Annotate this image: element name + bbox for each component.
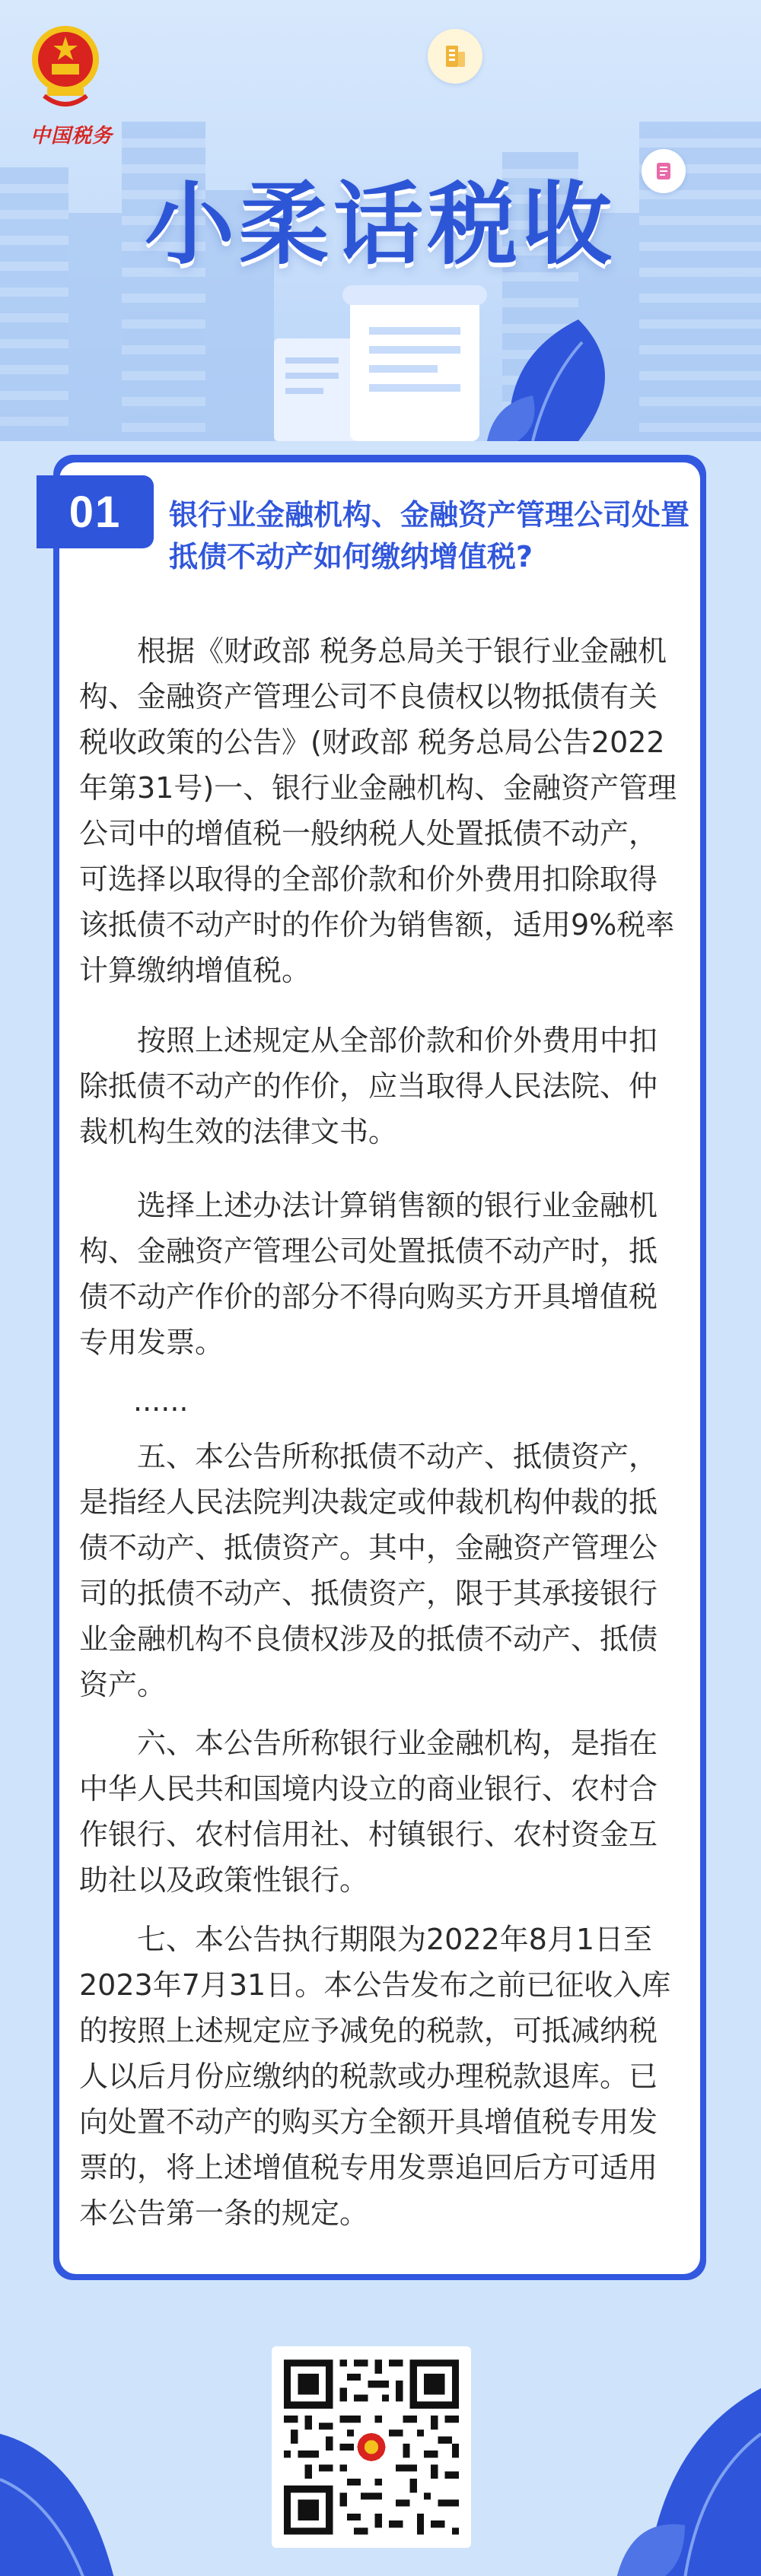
paragraph: 按照上述规定从全部价款和价外费用中扣除抵债不动产的作价，应当取得人民法院、仲裁机构生效的法律文书。 xyxy=(79,1024,658,1148)
paragraph: 七、本公告执行期限为2022年8月1日至2023年7月31日。本公告发布之前已征收入库的按照上述规定应予减免的税款，可抵减纳税人以后月份应缴纳的税款或办理税款退库。已向处置不动产的购买方全额开具增值税专用发票的，将上述增值税专用发票追回后方可适用本公告第一条的规定。 xyxy=(79,1923,671,2230)
header-banner xyxy=(0,0,761,441)
tax-logo-text: 中国税务 xyxy=(30,125,113,148)
paragraph: 根据《财政部 税务总局关于银行业金融机构、金融资产管理公司不良债权以物抵债有关税收政策的公告》(财政部 税务总局公告2022年第31号)一、银行业金融机构、金融资产管理公司中的增值税一般纳税人处置抵债不动产，可选择以取得的全部价款和价外费用扣除取得该抵债不动产时的作价为销售额，适用9%税率计算缴纳增值税。 xyxy=(79,634,677,987)
page-title: 小柔话税收 xyxy=(144,172,616,277)
tax-emblem-logo xyxy=(29,23,102,114)
leaf-decoration-right xyxy=(616,2365,761,2576)
scroll-document-illustration xyxy=(259,285,510,441)
paragraph: 五、本公告所称抵债不动产、抵债资产，是指经人民法院判决裁定或仲裁机构仲裁的抵债不动产、抵债资产。其中，金融资产管理公司的抵债不动产、抵债资产，限于其承接银行业金融机构不良债权涉及的抵债不动产、抵债资产。 xyxy=(79,1440,658,1701)
leaf-decoration xyxy=(487,312,639,441)
question-title: 银行业金融机构、金融资产管理公司处置抵债不动产如何缴纳增值税? xyxy=(169,498,690,573)
paragraph: 六、本公告所称银行业金融机构，是指在中华人民共和国境内设立的商业银行、农村合作银行、农村信用社、村镇银行、农村资金互助社以及政策性银行。 xyxy=(79,1726,658,1897)
paragraph: 选择上述办法计算销售额的银行业金融机构、金融资产管理公司处置抵债不动产时，抵债不动产作价的部分不得向购买方开具增值税专用发票。 xyxy=(79,1189,658,1359)
building-doc-icon xyxy=(428,29,482,84)
question-number-badge: 01 xyxy=(37,475,154,548)
qr-code-icon[interactable] xyxy=(272,2346,471,2548)
ellipsis-text: ...... xyxy=(133,1384,189,1418)
leaf-decoration-left xyxy=(0,2388,129,2576)
